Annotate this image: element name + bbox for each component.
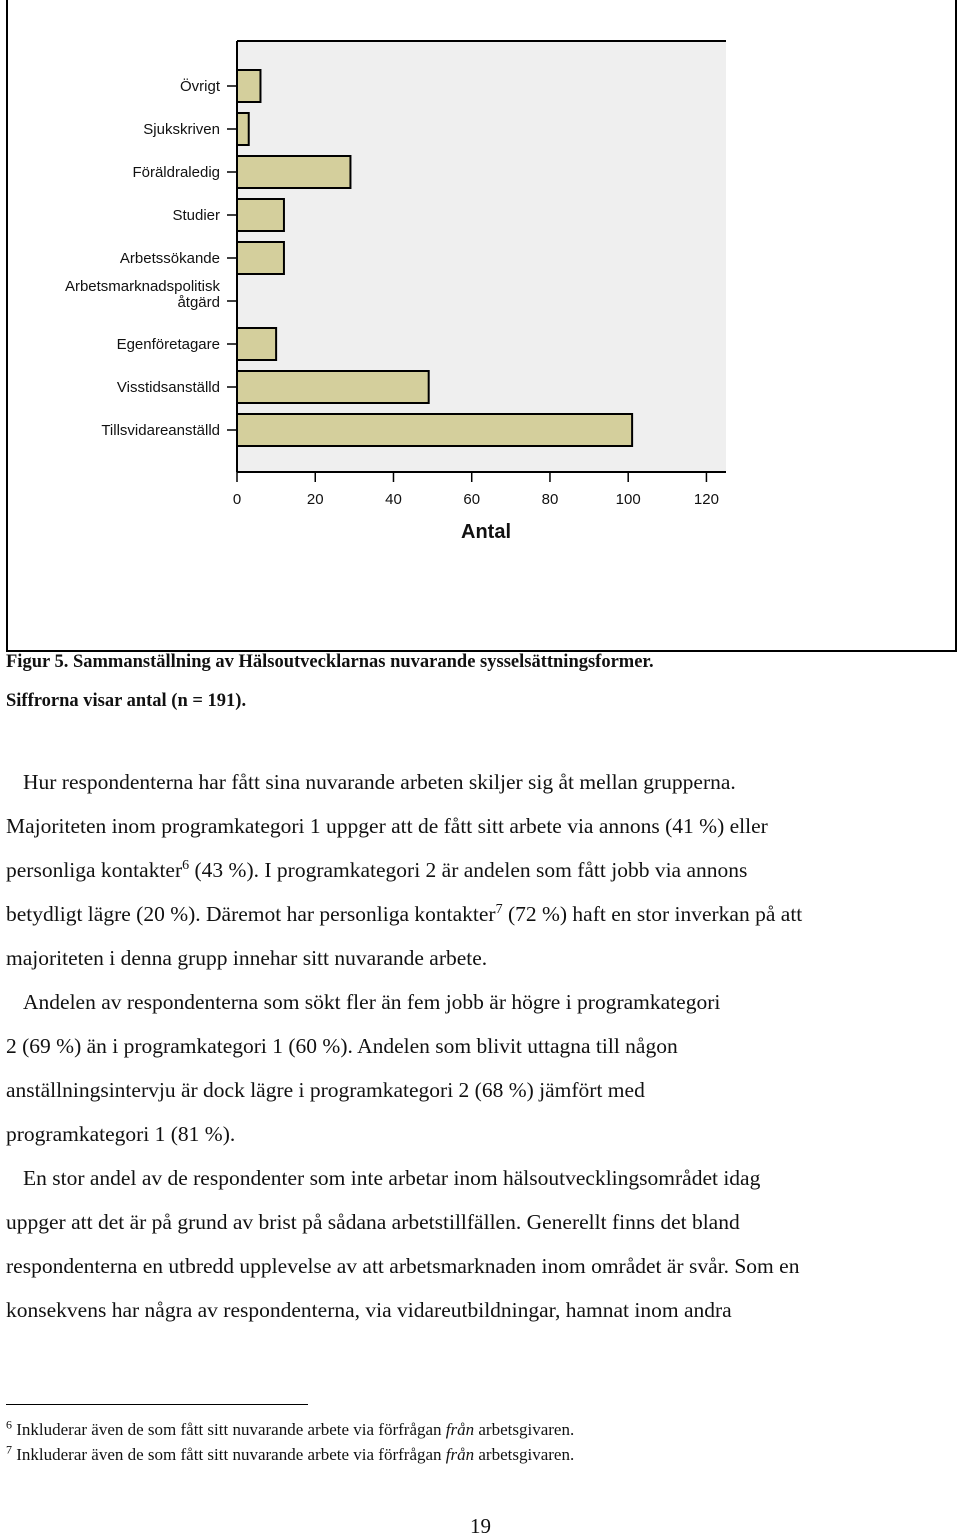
text-segment: personliga kontakter xyxy=(6,858,183,882)
text-segment: (43 %). I programkategori 2 är andelen som fått jobb via annons xyxy=(189,858,748,882)
plot-area xyxy=(237,41,726,472)
text-segment: Inkluderar även de som fått sitt nuvarande arbete via förfrågan xyxy=(12,1445,446,1464)
category-label: Visstidsanställd xyxy=(116,379,220,396)
text-segment: arbetsgivaren. xyxy=(474,1445,575,1464)
footnote-separator xyxy=(6,1404,308,1405)
bar xyxy=(237,371,429,403)
text-emphasis: från xyxy=(445,1445,475,1464)
text-emphasis: från xyxy=(445,1420,475,1439)
paragraph-2-line-4: programkategori 1 (81 %). xyxy=(6,1122,236,1146)
x-tick-label: 20 xyxy=(306,491,324,508)
x-tick-label: 100 xyxy=(615,491,641,508)
text-segment: (72 %) haft en stor inverkan på att xyxy=(502,902,803,926)
paragraph-2-line-3: anställningsintervju är dock lägre i programkategori 2 (68 %) jämfört med xyxy=(6,1078,645,1102)
bar xyxy=(237,156,350,188)
x-tick-label: 0 xyxy=(232,491,242,508)
bar xyxy=(237,242,284,274)
text-segment: betydligt lägre (20 %). Däremot har personliga kontakter xyxy=(6,902,496,926)
bar xyxy=(237,199,284,231)
paragraph-3-line-4: konsekvens har några av respondenterna, via vidareutbildningar, hamnat inom andra xyxy=(6,1298,732,1322)
x-tick-label: 40 xyxy=(385,491,402,508)
category-label: Föräldraledig xyxy=(132,164,220,181)
paragraph-1-line-1: Hur respondenterna har fått sina nuvarande arbeten skiljer sig åt mellan grupperna. xyxy=(23,770,736,794)
paragraph-3-line-2: uppger att det är på grund av brist på sådana arbetstillfällen. Generellt finns det bland xyxy=(6,1210,740,1234)
paragraph-1-line-5: majoriteten i denna grupp innehar sitt nuvarande arbete. xyxy=(6,946,488,970)
paragraph-1-line-3 xyxy=(6,858,747,883)
category-label: Övrigt xyxy=(179,78,220,95)
footnote-7 xyxy=(6,1442,575,1465)
bar xyxy=(237,113,249,145)
footnote-ref-6: 6 xyxy=(182,857,190,873)
paragraph-2-line-1: Andelen av respondenterna som sökt fler än fem jobb är högre i programkategori xyxy=(23,990,721,1014)
figure-caption-line-1: Figur 5. Sammanställning av Hälsoutvecklarnas nuvarande sysselsättningsformer. xyxy=(6,652,654,672)
x-tick-label: 60 xyxy=(463,491,481,508)
footnote-ref-7: 7 xyxy=(495,901,503,917)
category-label: Arbetsmarknadspolitisk åtgärd xyxy=(64,278,220,311)
category-label: Tillsvidareanställd xyxy=(101,422,220,439)
category-label: Arbetssökande xyxy=(119,250,220,267)
employment-bar-chart xyxy=(0,0,960,652)
paragraph-3-line-1: En stor andel av de respondenter som inte arbetar inom hälsoutvecklingsområdet idag xyxy=(23,1166,761,1190)
paragraph-2-line-2: 2 (69 %) än i programkategori 1 (60 %). Andelen som blivit uttagna till någon xyxy=(6,1034,678,1058)
figure-caption-line-2: Siffrorna visar antal (n = 191). xyxy=(6,691,247,711)
bar xyxy=(237,328,276,360)
text-segment: Inkluderar även de som fått sitt nuvarande arbete via förfrågan xyxy=(12,1420,446,1439)
paragraph-3-line-3: respondenterna en utbredd upplevelse av att arbetsmarknaden inom området är svår. Som en xyxy=(6,1254,800,1278)
bar xyxy=(237,414,632,446)
x-axis-title: Antal xyxy=(461,521,511,543)
text-segment: arbetsgivaren. xyxy=(474,1420,575,1439)
paragraph-1-line-2: Majoriteten inom programkategori 1 uppger att de fått sitt arbete via annons (41 %) eller xyxy=(6,814,768,838)
page-number: 19 xyxy=(470,1514,491,1538)
paragraph-1-line-4 xyxy=(6,902,802,927)
category-label: Studier xyxy=(172,207,220,224)
footnote-number: 7 xyxy=(6,1442,12,1457)
bar xyxy=(237,70,260,102)
footnote-6 xyxy=(6,1417,575,1440)
x-tick-label: 80 xyxy=(541,491,559,508)
footnote-number: 6 xyxy=(6,1417,12,1432)
category-label: Sjukskriven xyxy=(143,121,220,138)
x-tick-label: 120 xyxy=(693,491,719,508)
category-label: Egenföretagare xyxy=(116,336,220,353)
